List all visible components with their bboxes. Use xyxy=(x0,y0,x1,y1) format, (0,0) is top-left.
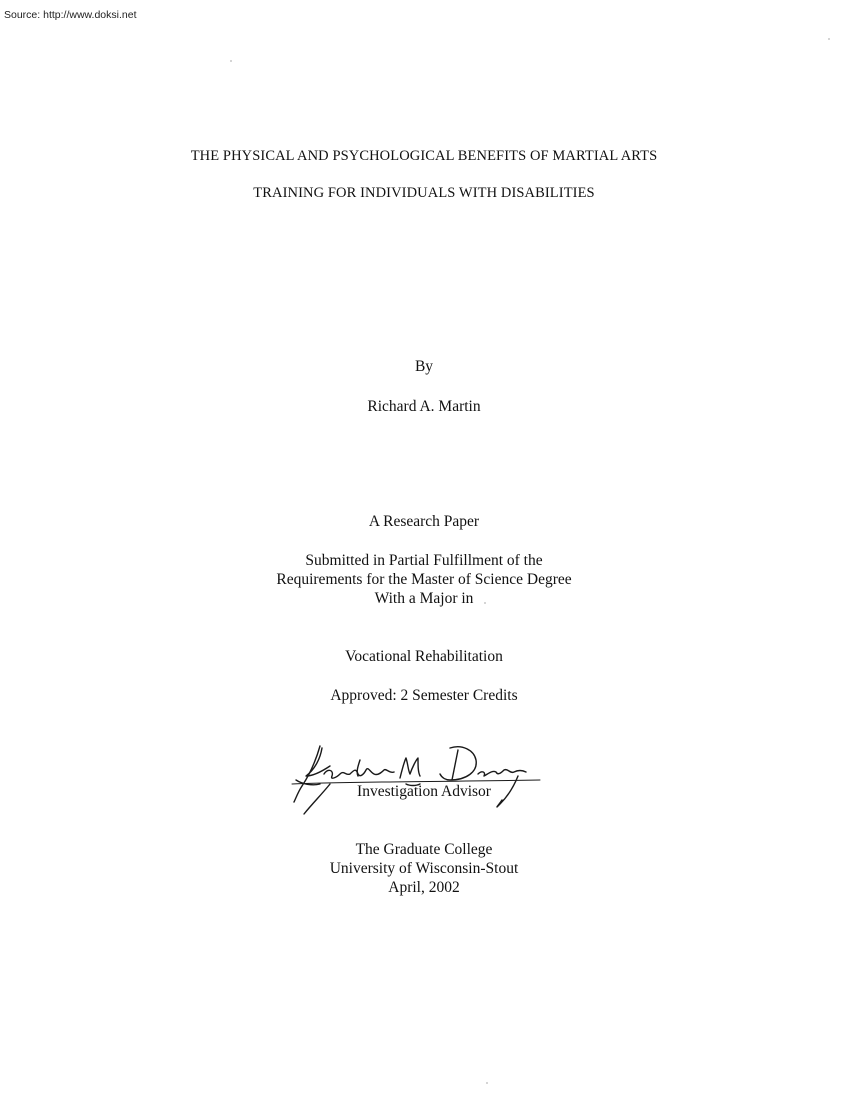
scan-speck xyxy=(230,60,232,62)
scan-speck xyxy=(486,1082,488,1084)
submission-line-2: Requirements for the Master of Science Degree xyxy=(276,571,572,588)
scan-speck xyxy=(484,602,486,604)
approval-credits: Approved: 2 Semester Credits xyxy=(330,687,518,704)
author-name: Richard A. Martin xyxy=(367,398,481,415)
title-line-1: THE PHYSICAL AND PSYCHOLOGICAL BENEFITS OF MARTIAL ARTS xyxy=(190,148,658,164)
university-name: University of Wisconsin-Stout xyxy=(329,860,519,877)
submission-line-3: With a Major in xyxy=(374,590,474,607)
advisor-signature xyxy=(290,740,550,820)
major-name: Vocational Rehabilitation xyxy=(345,648,503,665)
source-note: Source: http://www.doksi.net xyxy=(4,9,137,21)
signature-label: Investigation Advisor xyxy=(357,783,491,800)
submission-date: April, 2002 xyxy=(388,879,460,896)
title-line-2: TRAINING FOR INDIVIDUALS WITH DISABILITIES xyxy=(253,185,595,201)
by-label: By xyxy=(414,358,434,375)
paper-type: A Research Paper xyxy=(368,513,480,530)
college-name: The Graduate College xyxy=(355,841,493,858)
submission-line-1: Submitted in Partial Fulfillment of the xyxy=(305,552,543,569)
scan-speck xyxy=(828,38,830,40)
